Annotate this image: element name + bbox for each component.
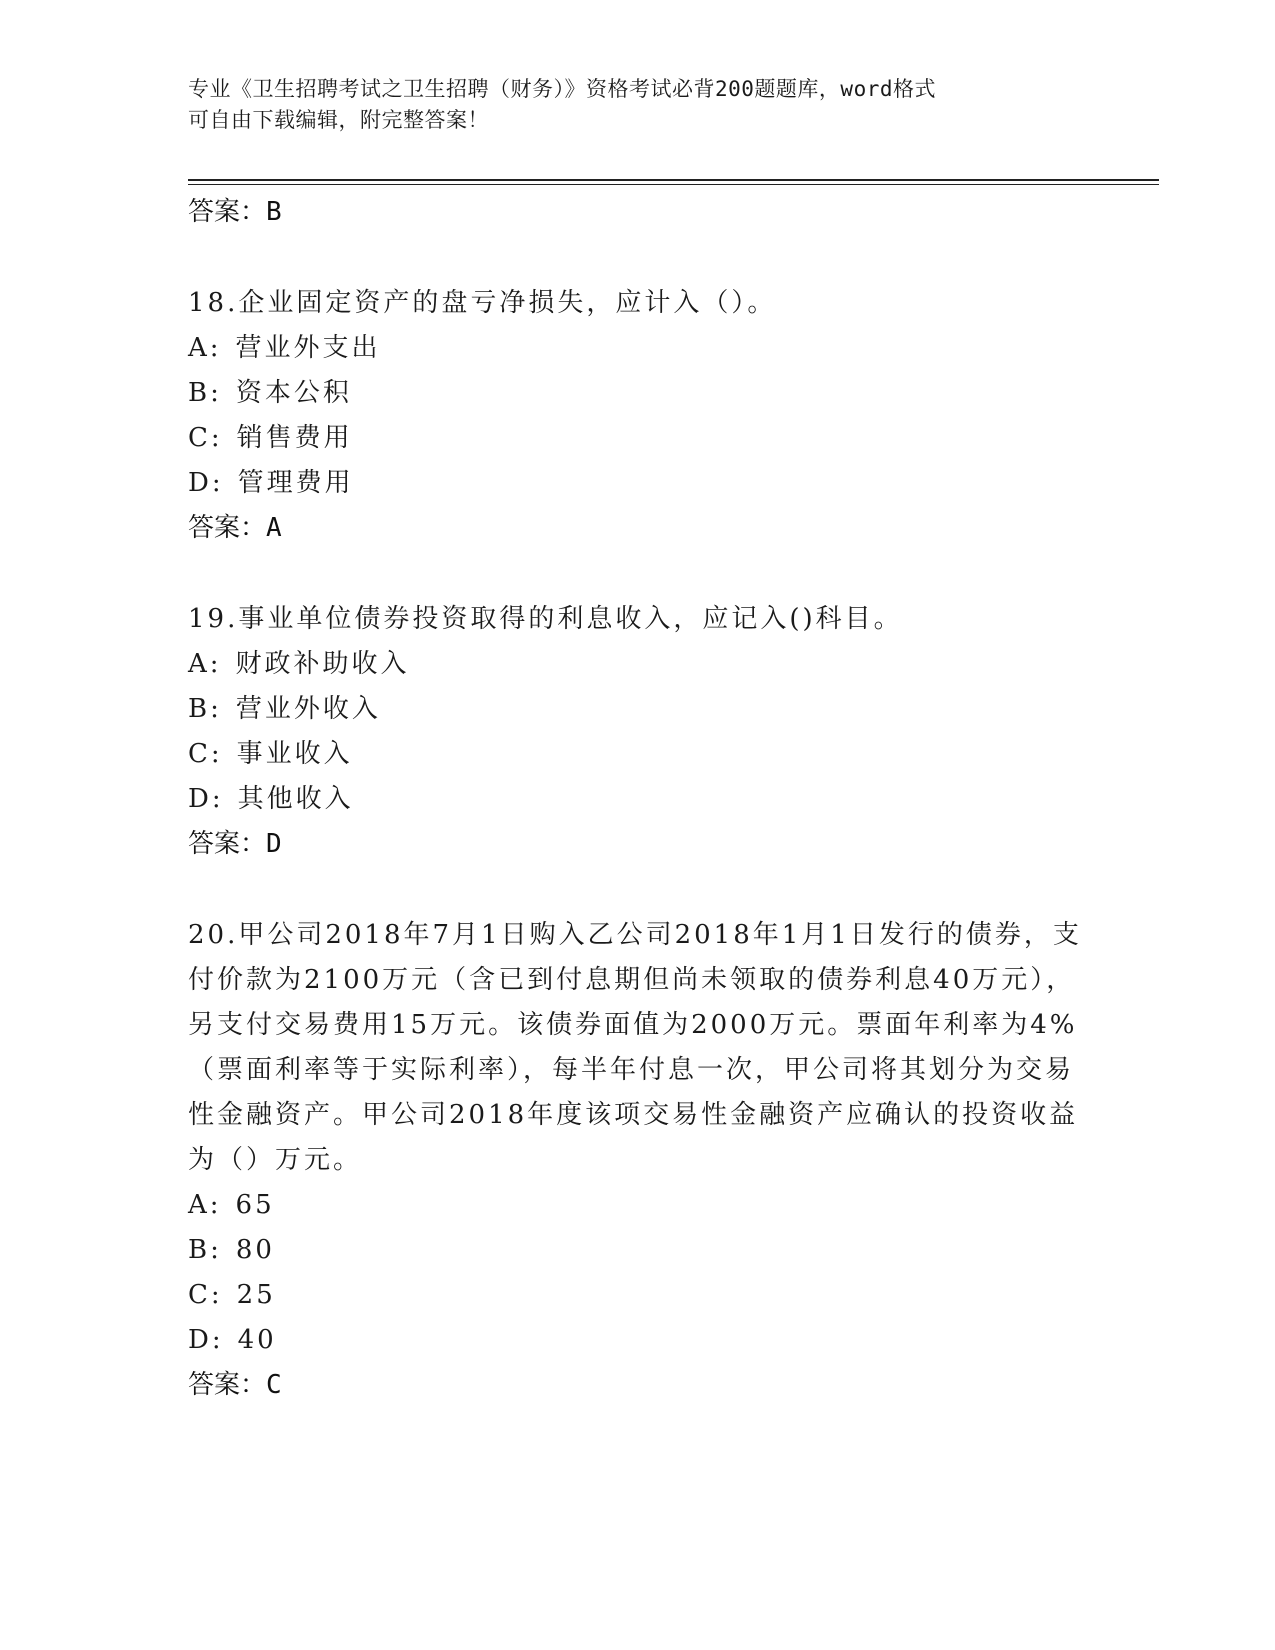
header-divider-thin xyxy=(188,184,1159,185)
option-key: C: xyxy=(188,1280,223,1310)
spacer xyxy=(188,235,1088,281)
question-20 xyxy=(188,913,1088,1408)
question-stem: 20.甲公司2018年7月1日购入乙公司2018年1月1日发行的债券，支付价款为2100万元（含已到付息期但尚未领取的债券利息40万元），另支付交易费用15万元。该债券面值为2000万元。票面年利率为4%（票面利率等于实际利率），每半年付息一次，甲公司将其划分为交易性金融资产。甲公司2018年度该项交易性金融资产应确认的投资收益为（）万元。 xyxy=(188,920,1082,1175)
option-key: A: xyxy=(188,333,222,363)
answer-value: A xyxy=(266,513,282,543)
option-text: 营业外支出 xyxy=(235,333,381,363)
header-line-1: 专业《卫生招聘考试之卫生招聘（财务）》资格考试必背200题题库，word格式 xyxy=(188,77,936,101)
spacer xyxy=(188,551,1088,597)
answer-label: 答案： xyxy=(188,513,267,543)
answer-value: B xyxy=(266,197,282,227)
option-text: 财政补助收入 xyxy=(235,649,410,679)
option-text: 25 xyxy=(236,1280,276,1310)
question-list xyxy=(188,190,1088,1408)
answer-value: D xyxy=(266,829,282,859)
option-key: B: xyxy=(188,1235,222,1265)
answer-label: 答案： xyxy=(188,1370,267,1400)
option-key: A: xyxy=(188,1190,222,1220)
option-key: D: xyxy=(188,1325,224,1355)
option-key: D: xyxy=(188,468,224,498)
option-text: 资本公积 xyxy=(235,378,352,408)
header-divider xyxy=(188,179,1159,181)
option-text: 80 xyxy=(235,1235,275,1265)
option-text: 销售费用 xyxy=(236,423,353,453)
option-b xyxy=(188,1228,1088,1273)
answer-label: 答案： xyxy=(188,197,267,227)
question-stem: 19.事业单位债券投资取得的利息收入，应记入()科目。 xyxy=(188,604,903,634)
option-text: 事业收入 xyxy=(236,739,353,769)
question-18 xyxy=(188,281,1088,551)
option-a xyxy=(188,1183,1088,1228)
header-line-2: 可自由下载编辑，附完整答案！ xyxy=(188,108,489,132)
option-c xyxy=(188,732,1088,777)
previous-answer xyxy=(188,190,1088,235)
option-text: 营业外收入 xyxy=(235,694,381,724)
option-key: B: xyxy=(188,378,222,408)
option-d xyxy=(188,461,1088,506)
answer xyxy=(188,1363,1088,1408)
option-a xyxy=(188,326,1088,371)
question-stem: 18.企业固定资产的盘亏净损失，应计入（）。 xyxy=(188,288,777,318)
option-b xyxy=(188,687,1088,732)
option-key: C: xyxy=(188,423,223,453)
option-text: 管理费用 xyxy=(237,468,354,498)
answer-value: C xyxy=(266,1370,282,1400)
option-text: 其他收入 xyxy=(237,784,354,814)
option-key: A: xyxy=(188,649,222,679)
option-text: 40 xyxy=(237,1325,277,1355)
option-c xyxy=(188,416,1088,461)
option-d xyxy=(188,1318,1088,1363)
answer xyxy=(188,506,1088,551)
option-key: B: xyxy=(188,694,222,724)
option-b xyxy=(188,371,1088,416)
option-a xyxy=(188,642,1088,687)
answer xyxy=(188,822,1088,867)
option-c xyxy=(188,1273,1088,1318)
option-key: C: xyxy=(188,739,223,769)
option-d xyxy=(188,777,1088,822)
option-key: D: xyxy=(188,784,224,814)
spacer xyxy=(188,867,1088,913)
question-19 xyxy=(188,597,1088,867)
document-header xyxy=(188,74,1068,136)
option-text: 65 xyxy=(235,1190,275,1220)
answer-label: 答案： xyxy=(188,829,267,859)
